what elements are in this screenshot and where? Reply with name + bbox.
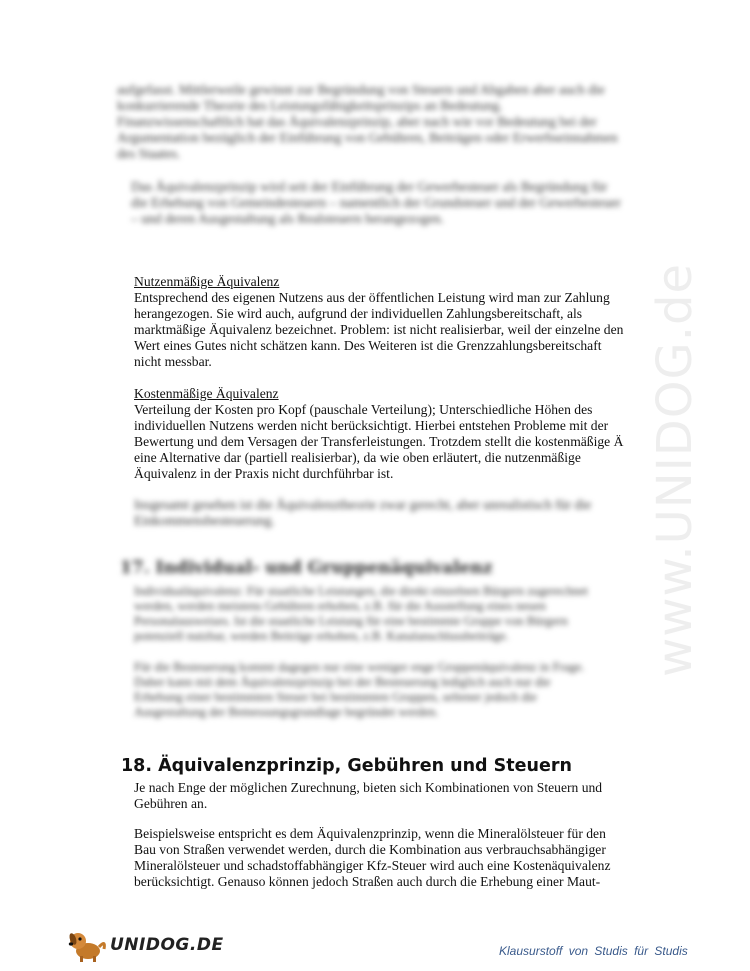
text-line: Einkommensbesteuerung.	[134, 513, 275, 528]
text-line: aufgefasst. Mittlerweile gewinnt zur Begründung von Steuern und Abgaben aber auch die	[117, 82, 605, 97]
text-line: Wert eines Gutes nicht schätzen kann. Des Weiteren ist die Grenzzahlungsbereitschaft	[134, 338, 602, 353]
text-line: werden, werden meistens Gebühren erhoben, z.B. für die Ausstellung eines neuen	[134, 599, 546, 613]
text-line: die Erhebung von Gemeindesteuern – namentlich der Grundsteuer und der Gewerbesteuer	[131, 195, 621, 210]
text-line: Das Äquivalenzprinzip wird seit der Einführung der Gewerbesteuer als Begründung für	[131, 179, 608, 194]
blurred-intro-paragraph	[117, 82, 618, 162]
text-line: potenziell nutzbar, werden Beiträge erhoben, z.B. Kanalanschlussbeiträge.	[134, 629, 509, 643]
text-line: Mineralölsteuer und schadstoffabhängiger Kfz-Steuer wird auch eine Kostenäquivalenz	[134, 858, 611, 873]
text-line: Argumentation bezüglich der Einführung von Gebühren, Beiträgen oder Erwerbseinnahmen	[117, 130, 618, 145]
blurred-section-17-body-1	[134, 584, 588, 644]
text-line: Ausgestaltung der Bemessungsgrundlage begründet werden.	[134, 705, 439, 719]
nutzen-section	[134, 274, 623, 370]
dog-mascot-icon	[66, 927, 108, 963]
blurred-section-17-body-2	[134, 660, 584, 720]
unidog-logo[interactable]	[66, 928, 224, 962]
section-18-heading: 18. Äquivalenzprinzip, Gebühren und Steuern	[121, 756, 572, 776]
blurred-quote-paragraph	[131, 179, 621, 227]
text-line: Entsprechend des eigenen Nutzens aus der öffentlichen Leistung wird man zur Zahlung	[134, 290, 610, 305]
text-line: Verteilung der Kosten pro Kopf (pauschale Verteilung); Unterschiedliche Höhen des	[134, 402, 593, 417]
text-line: nicht messbar.	[134, 354, 212, 369]
watermark-text: www.UNIDOG.de	[647, 262, 704, 678]
text-line: – und deren Ausgestaltung als Realsteuern herangezogen.	[131, 211, 444, 226]
footer-tagline: Klausurstoff von Studis für Studis	[499, 944, 688, 958]
text-line: marktmäßige Äquivalenz bezeichnet. Problem: ist nicht realisierbar, weil der einzelne den	[134, 322, 624, 337]
text-line: Finanzwissenschaftlich hat das Äquivalenzprinzip, aber nach wie vor Bedeutung bei der	[117, 114, 597, 129]
text-line: eine Alternative dar (partiell realisierbar), da wie oben erläutert, die nutzenmäßige	[134, 450, 581, 465]
section-18-paragraph-1	[134, 780, 602, 812]
text-line: Bau von Straßen verwendet werden, durch die Kombination aus verbrauchsabhängiger	[134, 842, 606, 857]
text-line: Erhebung einer bestimmten Steuer bei bestimmten Gruppen, seltener jedoch die	[134, 690, 537, 704]
text-line: konkurrierende Theorie des Leistungsfähigkeitsprinzips an Bedeutung.	[117, 98, 503, 113]
text-line: individuellen Nutzens werden nicht berücksichtigt. Hierbei entstehen Probleme mit der	[134, 418, 609, 433]
text-line: Bewertung und dem Versagen der Transferleistungen. Trotzdem stellt die kostenmäßige Ä	[134, 434, 624, 449]
text-line: Individualäquivalenz: Für staatliche Leistungen, die direkt einzelnen Bürgern zugerechnet	[134, 584, 589, 598]
text-line: herangezogen. Sie wird auch, aufgrund der individuellen Zahlungsbereitschaft, als	[134, 306, 583, 321]
text-line: Je nach Enge der möglichen Zurechnung, bieten sich Kombinationen von Steuern und	[134, 780, 603, 795]
text-line: des Staates.	[117, 146, 181, 161]
text-line: Personalausweises. Ist die staatliche Leistung für eine bestimmte Gruppe von Bürgern	[134, 614, 568, 628]
watermark	[630, 250, 720, 690]
blurred-section-17-heading: 17. Individual- und Gruppenäquivalenz	[120, 558, 493, 578]
text-line: berücksichtigt. Genauso können jedoch Straßen auch durch die Erhebung einer Maut-	[134, 874, 601, 889]
text-line: Insgesamt gesehen ist die Äquivalenztheorie zwar gerecht, aber unrealistisch für die	[134, 497, 592, 512]
logo-text: UNIDOG.DE	[110, 935, 224, 955]
text-line: Äquivalenz in der Praxis nicht durchführbar ist.	[134, 466, 394, 481]
text-line: Beispielsweise entspricht es dem Äquivalenzprinzip, wenn die Mineralölsteuer für den	[134, 826, 606, 841]
blurred-summary-paragraph	[134, 497, 591, 529]
text-line: Gebühren an.	[134, 796, 208, 811]
text-line: Für die Besteuerung kommt dagegen nur eine weniger enge Gruppenäquivalenz in Frage.	[134, 660, 585, 674]
kosten-title: Kostenmäßige Äquivalenz	[134, 386, 279, 401]
text-line: Daher kann mit dem Äquivalenzprinzip bei der Besteuerung lediglich auch nur die	[134, 675, 551, 689]
nutzen-title: Nutzenmäßige Äquivalenz	[134, 274, 280, 289]
section-18-paragraph-2	[134, 826, 611, 890]
kosten-section	[134, 386, 623, 482]
